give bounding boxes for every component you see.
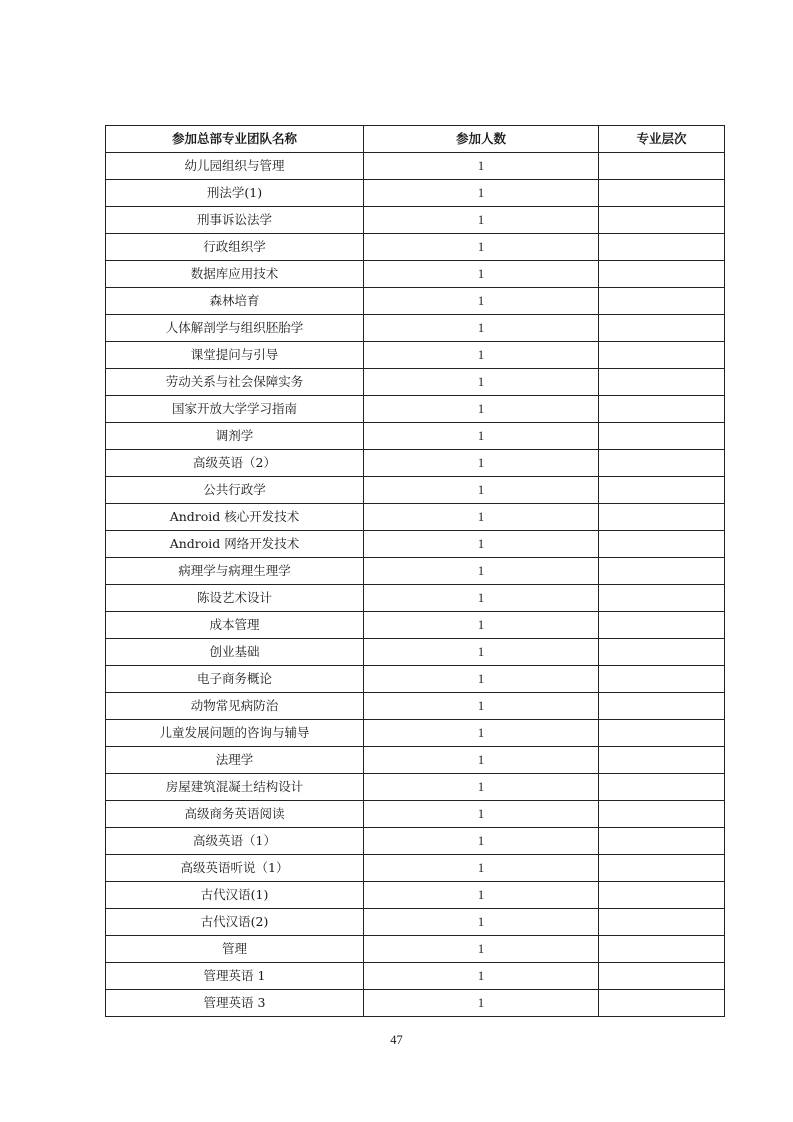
participant-count-cell: 1 (364, 558, 599, 585)
participant-count-cell: 1 (364, 450, 599, 477)
participant-count-cell: 1 (364, 828, 599, 855)
table-row (106, 909, 725, 936)
team-name-cell: 高级商务英语阅读 (106, 801, 364, 828)
major-level-cell (599, 504, 725, 531)
major-level-cell (599, 531, 725, 558)
team-name-cell: 人体解剖学与组织胚胎学 (106, 315, 364, 342)
table-row (106, 558, 725, 585)
table-row (106, 882, 725, 909)
participant-count-cell: 1 (364, 234, 599, 261)
team-name-cell: 行政组织学 (106, 234, 364, 261)
participant-count-cell: 1 (364, 801, 599, 828)
major-level-cell (599, 315, 725, 342)
table-row (106, 747, 725, 774)
major-level-cell (599, 477, 725, 504)
major-level-cell (599, 666, 725, 693)
participant-count-cell: 1 (364, 990, 599, 1017)
major-level-cell (599, 234, 725, 261)
participant-count-cell: 1 (364, 639, 599, 666)
table-row (106, 423, 725, 450)
team-name-cell: 刑法学(1) (106, 180, 364, 207)
team-name-cell: 高级英语（2） (106, 450, 364, 477)
team-name-cell: 刑事诉讼法学 (106, 207, 364, 234)
team-name-cell: 幼儿园组织与管理 (106, 153, 364, 180)
major-level-cell (599, 801, 725, 828)
team-name-cell: 调剂学 (106, 423, 364, 450)
participant-count-cell: 1 (364, 207, 599, 234)
participant-count-cell: 1 (364, 288, 599, 315)
participant-count-cell: 1 (364, 153, 599, 180)
table-row (106, 774, 725, 801)
table-row (106, 639, 725, 666)
table-row (106, 693, 725, 720)
team-name-cell: 房屋建筑混凝土结构设计 (106, 774, 364, 801)
table-row (106, 504, 725, 531)
team-participation-table (105, 125, 725, 1017)
participant-count-cell: 1 (364, 531, 599, 558)
participant-count-cell: 1 (364, 477, 599, 504)
participant-count-cell: 1 (364, 423, 599, 450)
major-level-cell (599, 180, 725, 207)
team-name-cell: 课堂提问与引导 (106, 342, 364, 369)
major-level-cell (599, 450, 725, 477)
team-name-cell: 病理学与病理生理学 (106, 558, 364, 585)
major-level-cell (599, 639, 725, 666)
team-name-cell: 公共行政学 (106, 477, 364, 504)
team-name-cell: 国家开放大学学习指南 (106, 396, 364, 423)
major-level-cell (599, 342, 725, 369)
participant-count-cell: 1 (364, 261, 599, 288)
participant-count-cell: 1 (364, 315, 599, 342)
major-level-cell (599, 288, 725, 315)
major-level-cell (599, 774, 725, 801)
team-name-cell: 陈设艺术设计 (106, 585, 364, 612)
major-level-cell (599, 261, 725, 288)
table-row (106, 963, 725, 990)
participant-count-cell: 1 (364, 612, 599, 639)
team-name-cell: 成本管理 (106, 612, 364, 639)
major-level-cell (599, 747, 725, 774)
participant-count-cell: 1 (364, 720, 599, 747)
table-row (106, 720, 725, 747)
team-name-cell: 数据库应用技术 (106, 261, 364, 288)
team-name-cell: 法理学 (106, 747, 364, 774)
table-row (106, 828, 725, 855)
table-row (106, 666, 725, 693)
participant-count-cell: 1 (364, 855, 599, 882)
participant-count-cell: 1 (364, 396, 599, 423)
participant-count-cell: 1 (364, 774, 599, 801)
team-name-cell: 动物常见病防治 (106, 693, 364, 720)
team-name-cell: Android 网络开发技术 (106, 531, 364, 558)
major-level-cell (599, 558, 725, 585)
table-row (106, 342, 725, 369)
table-row (106, 369, 725, 396)
table-row (106, 801, 725, 828)
major-level-cell (599, 423, 725, 450)
team-name-cell: 管理 (106, 936, 364, 963)
participant-count-cell: 1 (364, 693, 599, 720)
page-number: 47 (390, 1033, 403, 1047)
table-row (106, 612, 725, 639)
major-level-cell (599, 990, 725, 1017)
participant-count-cell: 1 (364, 936, 599, 963)
table-row (106, 180, 725, 207)
participant-count-cell: 1 (364, 180, 599, 207)
team-name-cell: 古代汉语(1) (106, 882, 364, 909)
team-name-cell: 高级英语听说（1） (106, 855, 364, 882)
table-row (106, 990, 725, 1017)
major-level-cell (599, 369, 725, 396)
major-level-cell (599, 207, 725, 234)
table-row (106, 288, 725, 315)
major-level-cell (599, 882, 725, 909)
team-name-cell: 劳动关系与社会保障实务 (106, 369, 364, 396)
table-row (106, 234, 725, 261)
participant-count-cell: 1 (364, 585, 599, 612)
table-row (106, 207, 725, 234)
participant-count-cell: 1 (364, 747, 599, 774)
table-row (106, 450, 725, 477)
major-level-cell (599, 909, 725, 936)
team-name-cell: 古代汉语(2) (106, 909, 364, 936)
participant-count-cell: 1 (364, 909, 599, 936)
major-level-cell (599, 153, 725, 180)
team-name-cell: 高级英语（1） (106, 828, 364, 855)
participant-count-cell: 1 (364, 666, 599, 693)
header-team-name: 参加总部专业团队名称 (106, 126, 364, 153)
table-row (106, 855, 725, 882)
participant-count-cell: 1 (364, 342, 599, 369)
table-row (106, 585, 725, 612)
team-name-cell: Android 核心开发技术 (106, 504, 364, 531)
major-level-cell (599, 720, 725, 747)
team-name-cell: 管理英语 1 (106, 963, 364, 990)
team-name-cell: 儿童发展问题的咨询与辅导 (106, 720, 364, 747)
major-level-cell (599, 963, 725, 990)
major-level-cell (599, 585, 725, 612)
table-row (106, 531, 725, 558)
table-row (106, 315, 725, 342)
participant-count-cell: 1 (364, 504, 599, 531)
major-level-cell (599, 855, 725, 882)
major-level-cell (599, 693, 725, 720)
table-row (106, 477, 725, 504)
participant-count-cell: 1 (364, 963, 599, 990)
major-level-cell (599, 396, 725, 423)
table-row (106, 153, 725, 180)
table-body (106, 153, 725, 1017)
team-name-cell: 电子商务概论 (106, 666, 364, 693)
participant-count-cell: 1 (364, 369, 599, 396)
table-header-row (106, 126, 725, 153)
major-level-cell (599, 828, 725, 855)
table-row (106, 396, 725, 423)
major-level-cell (599, 936, 725, 963)
participant-count-cell: 1 (364, 882, 599, 909)
team-name-cell: 管理英语 3 (106, 990, 364, 1017)
header-major-level: 专业层次 (599, 126, 725, 153)
header-participant-count: 参加人数 (364, 126, 599, 153)
major-level-cell (599, 612, 725, 639)
table-row (106, 936, 725, 963)
table-row (106, 261, 725, 288)
team-name-cell: 创业基础 (106, 639, 364, 666)
team-name-cell: 森林培育 (106, 288, 364, 315)
